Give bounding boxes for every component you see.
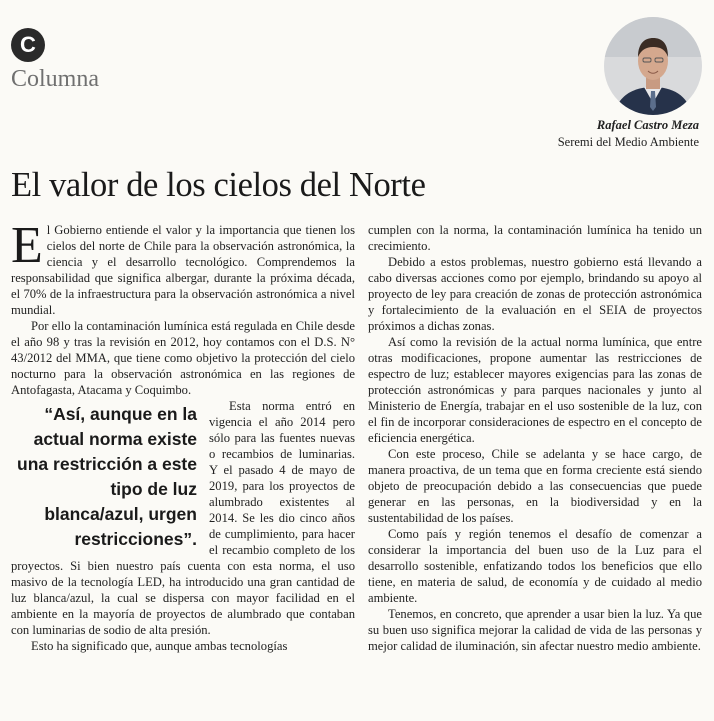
article-column-right <box>368 222 702 654</box>
paragraph: Esto ha significado que, aunque ambas tecnologías <box>31 639 288 653</box>
pull-quote: “Así, aunque en la actual norma existe una restricción a este tipo de luz blanca/azul, urgen restricciones”. <box>17 404 197 549</box>
paragraph: Debido a estos problemas, nuestro gobierno está llevando a cabo diversas acciones como por ejemplo, brindando su apoyo al proyecto de ley para creación de zonas de protección astronómica y fortalecimiento de la evaluación en el SEIA de proyectos próximos a dichas zonas. <box>368 255 702 333</box>
paragraph: Esta norma entró en vigencia el año 2014 pero sólo para las fuentes nuevas o recambios de luminarias. Y el pasado 4 de mayo de 2019, para los proyectos de alumbrado existentes al 2014. Se les dio cinco años de cumplimiento, para hacer el recambio completo de los proyectos. Si bien nuestro país cuenta con esta norma, el uso masivo de la tecnología LED, ha introducido una gran cantidad de luz blanca/azul, la cual se dispersa con mayor facilidad en el ambiente en la mayoría de proyectos de alumbrado que contaban con luminarias de sodio de alta presión. <box>11 399 355 637</box>
paragraph: Como país y región tenemos el desafío de comenzar a considerar la importancia del buen uso de la Luz para el desarrollo sostenible, enfatizando todos los beneficios que ello tiene, en materia de salud, de economía y de cuidado al medio ambiente. <box>368 527 702 605</box>
article-column-left <box>11 217 355 654</box>
article-title: El valor de los cielos del Norte <box>11 166 426 204</box>
paragraph-text: l Gobierno entiende el valor y la importancia que tienen los cielos del norte de Chile para la observación astronómica, la ciencia y el desarrollo tecnológico. Comprendemos la responsabilidad que significa albergar, durante la próxima década, el 70% de la infraestructura para la observación astronómica a nivel mundial. <box>11 223 355 317</box>
author-photo <box>604 17 702 115</box>
author-name: Rafael Castro Meza <box>596 118 699 132</box>
author-portrait-icon <box>604 17 702 115</box>
paragraph: Por ello la contaminación lumínica está regulada en Chile desde el año 98 y tras la revisión en 2012, hoy contamos con el D.S. N° 43/2012 del MMA, que tiene como objetivo la protección del cielo nocturno para la observación astronómica en las regiones de Antofagasta, Atacama y Coquimbo. <box>11 319 355 397</box>
paragraph: Así como la revisión de la actual norma lumínica, que entre otras modificaciones, propone aumentar las restricciones de espectro de luz; establecer mayores exigencias para las zonas de protección astronómicas y para parques nacionales y junto al Ministerio de Energía, trabajar en el uso sostenible de la luz, con el fin de incorporar consideraciones de espectro en el concepto de eficiencia energética. <box>368 335 702 445</box>
column-badge: C <box>11 28 45 62</box>
paragraph: Con este proceso, Chile se adelanta y se hace cargo, de manera proactiva, de un tema que en forma creciente está siendo objeto de preocupación debido a las consecuencias que puede generar en las personas, en la biodiversidad y en la sustentabilidad de los países. <box>368 447 702 525</box>
author-role: Seremi del Medio Ambiente <box>557 135 699 149</box>
paragraph: Tenemos, en concreto, que aprender a usar bien la luz. Ya que su buen uso significa mejorar la calidad de vida de las personas y mejor calidad de iluminación, sin afectar nuestro medio ambiente. <box>368 607 702 653</box>
section-label: Columna <box>11 66 99 92</box>
drop-cap: E <box>11 217 43 274</box>
paragraph <box>11 217 355 318</box>
paragraph: cumplen con la norma, la contaminación lumínica ha tenido un crecimiento. <box>368 223 702 253</box>
